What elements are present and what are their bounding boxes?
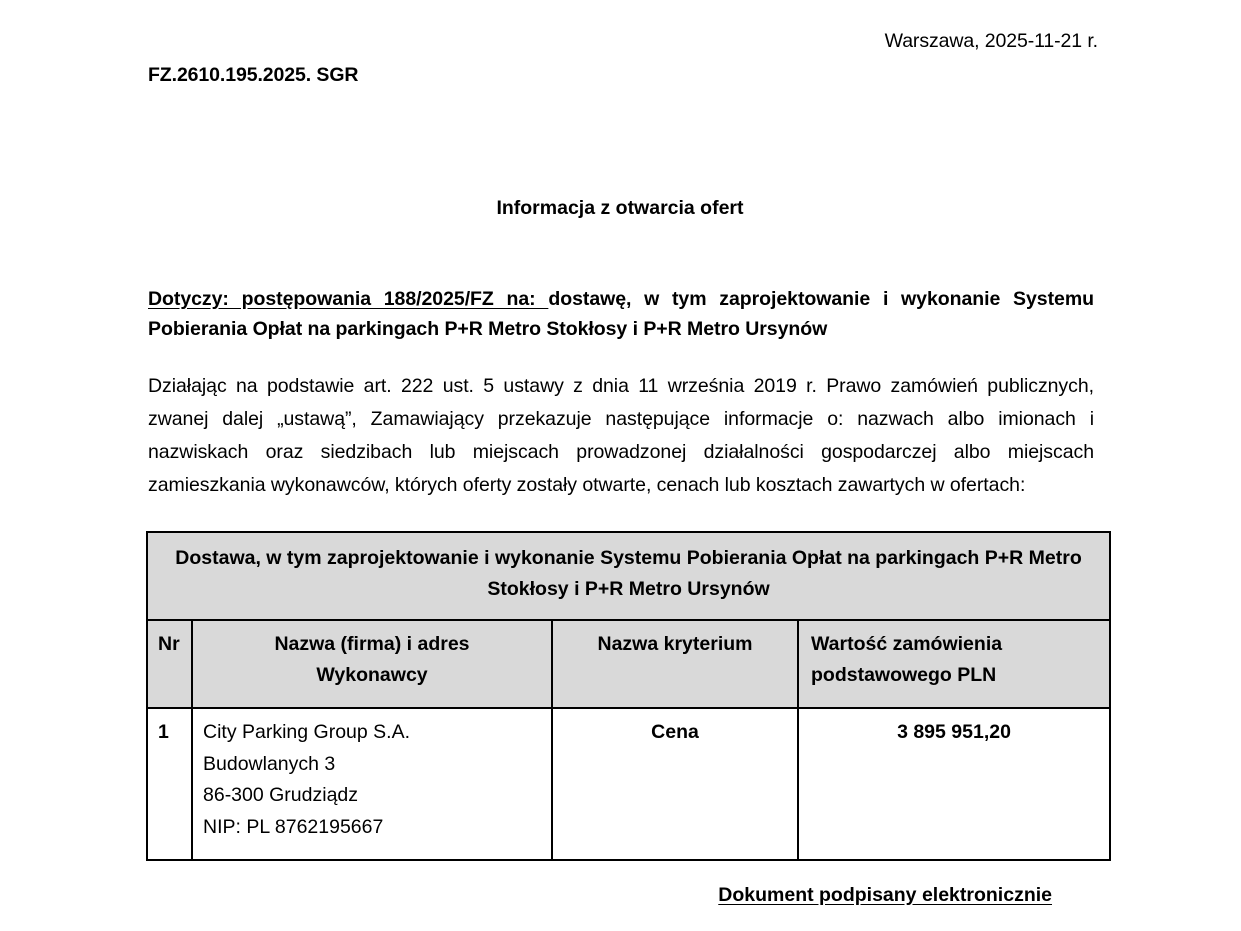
document-date: Warszawa, 2025-11-21 r. (884, 30, 1098, 52)
column-header-value-line1: Wartość zamówienia (811, 633, 1003, 655)
column-header-criterion: Nazwa kryterium (552, 620, 798, 708)
row-value: 3 895 951,20 (798, 708, 1110, 860)
electronic-signature-note (0, 884, 1052, 907)
table-caption: Dostawa, w tym zaprojektowanie i wykonanie Systemu Pobierania Opłat na parkingach P+R Metro Stokłosy i P+R Metro Ursynów (147, 532, 1110, 620)
electronic-signature-text: Dokument podpisany elektronicznie (718, 884, 1052, 906)
contractor-nip: NIP: PL 8762195667 (203, 815, 384, 838)
row-contractor (192, 708, 552, 860)
subject-paragraph (148, 284, 1094, 344)
offers-table (146, 531, 1111, 861)
contractor-city: 86-300 Grudziądz (203, 784, 359, 806)
column-header-value (798, 620, 1110, 708)
table-row (147, 708, 1110, 860)
column-header-value-line2: podstawowego PLN (811, 664, 997, 686)
contractor-name: City Parking Group S.A. (203, 721, 410, 743)
column-header-contractor-line1: Nazwa (firma) i adres (274, 633, 470, 655)
column-header-contractor-line2: Wykonawcy (316, 664, 428, 686)
row-number: 1 (147, 708, 192, 860)
subject-description: dostawę, w tym zaprojektowanie i wykonanie Systemu Pobierania Opłat na parkingach P+R Metro Stokłosy i P+R Metro Ursynów (148, 288, 1094, 340)
column-header-contractor (192, 620, 552, 708)
table-header-row (147, 620, 1110, 708)
document-reference-number: FZ.2610.195.2025. SGR (148, 64, 359, 86)
subject-underlined-label: Dotyczy: postępowania 188/2025/FZ na: (148, 288, 549, 310)
page-title: Informacja z otwarcia ofert (496, 197, 744, 219)
legal-basis-paragraph: Działając na podstawie art. 222 ust. 5 ustawy z dnia 11 września 2019 r. Prawo zamówień publicznych, zwanej dalej „ustawą”, Zamawiający przekazuje następujące informacje o: nazwach albo imionach i nazwiskach oraz siedzibach lub miejscach prowadzonej działalności gospodarczej albo miejscach zamieszkania wykonawców, których oferty zostały otwarte, cenach lub kosztach zawartych w ofertach: (148, 375, 1094, 496)
column-header-nr: Nr (147, 620, 192, 708)
table-caption-row (147, 532, 1110, 620)
row-criterion: Cena (552, 708, 798, 860)
contractor-street: Budowlanych 3 (203, 752, 336, 775)
